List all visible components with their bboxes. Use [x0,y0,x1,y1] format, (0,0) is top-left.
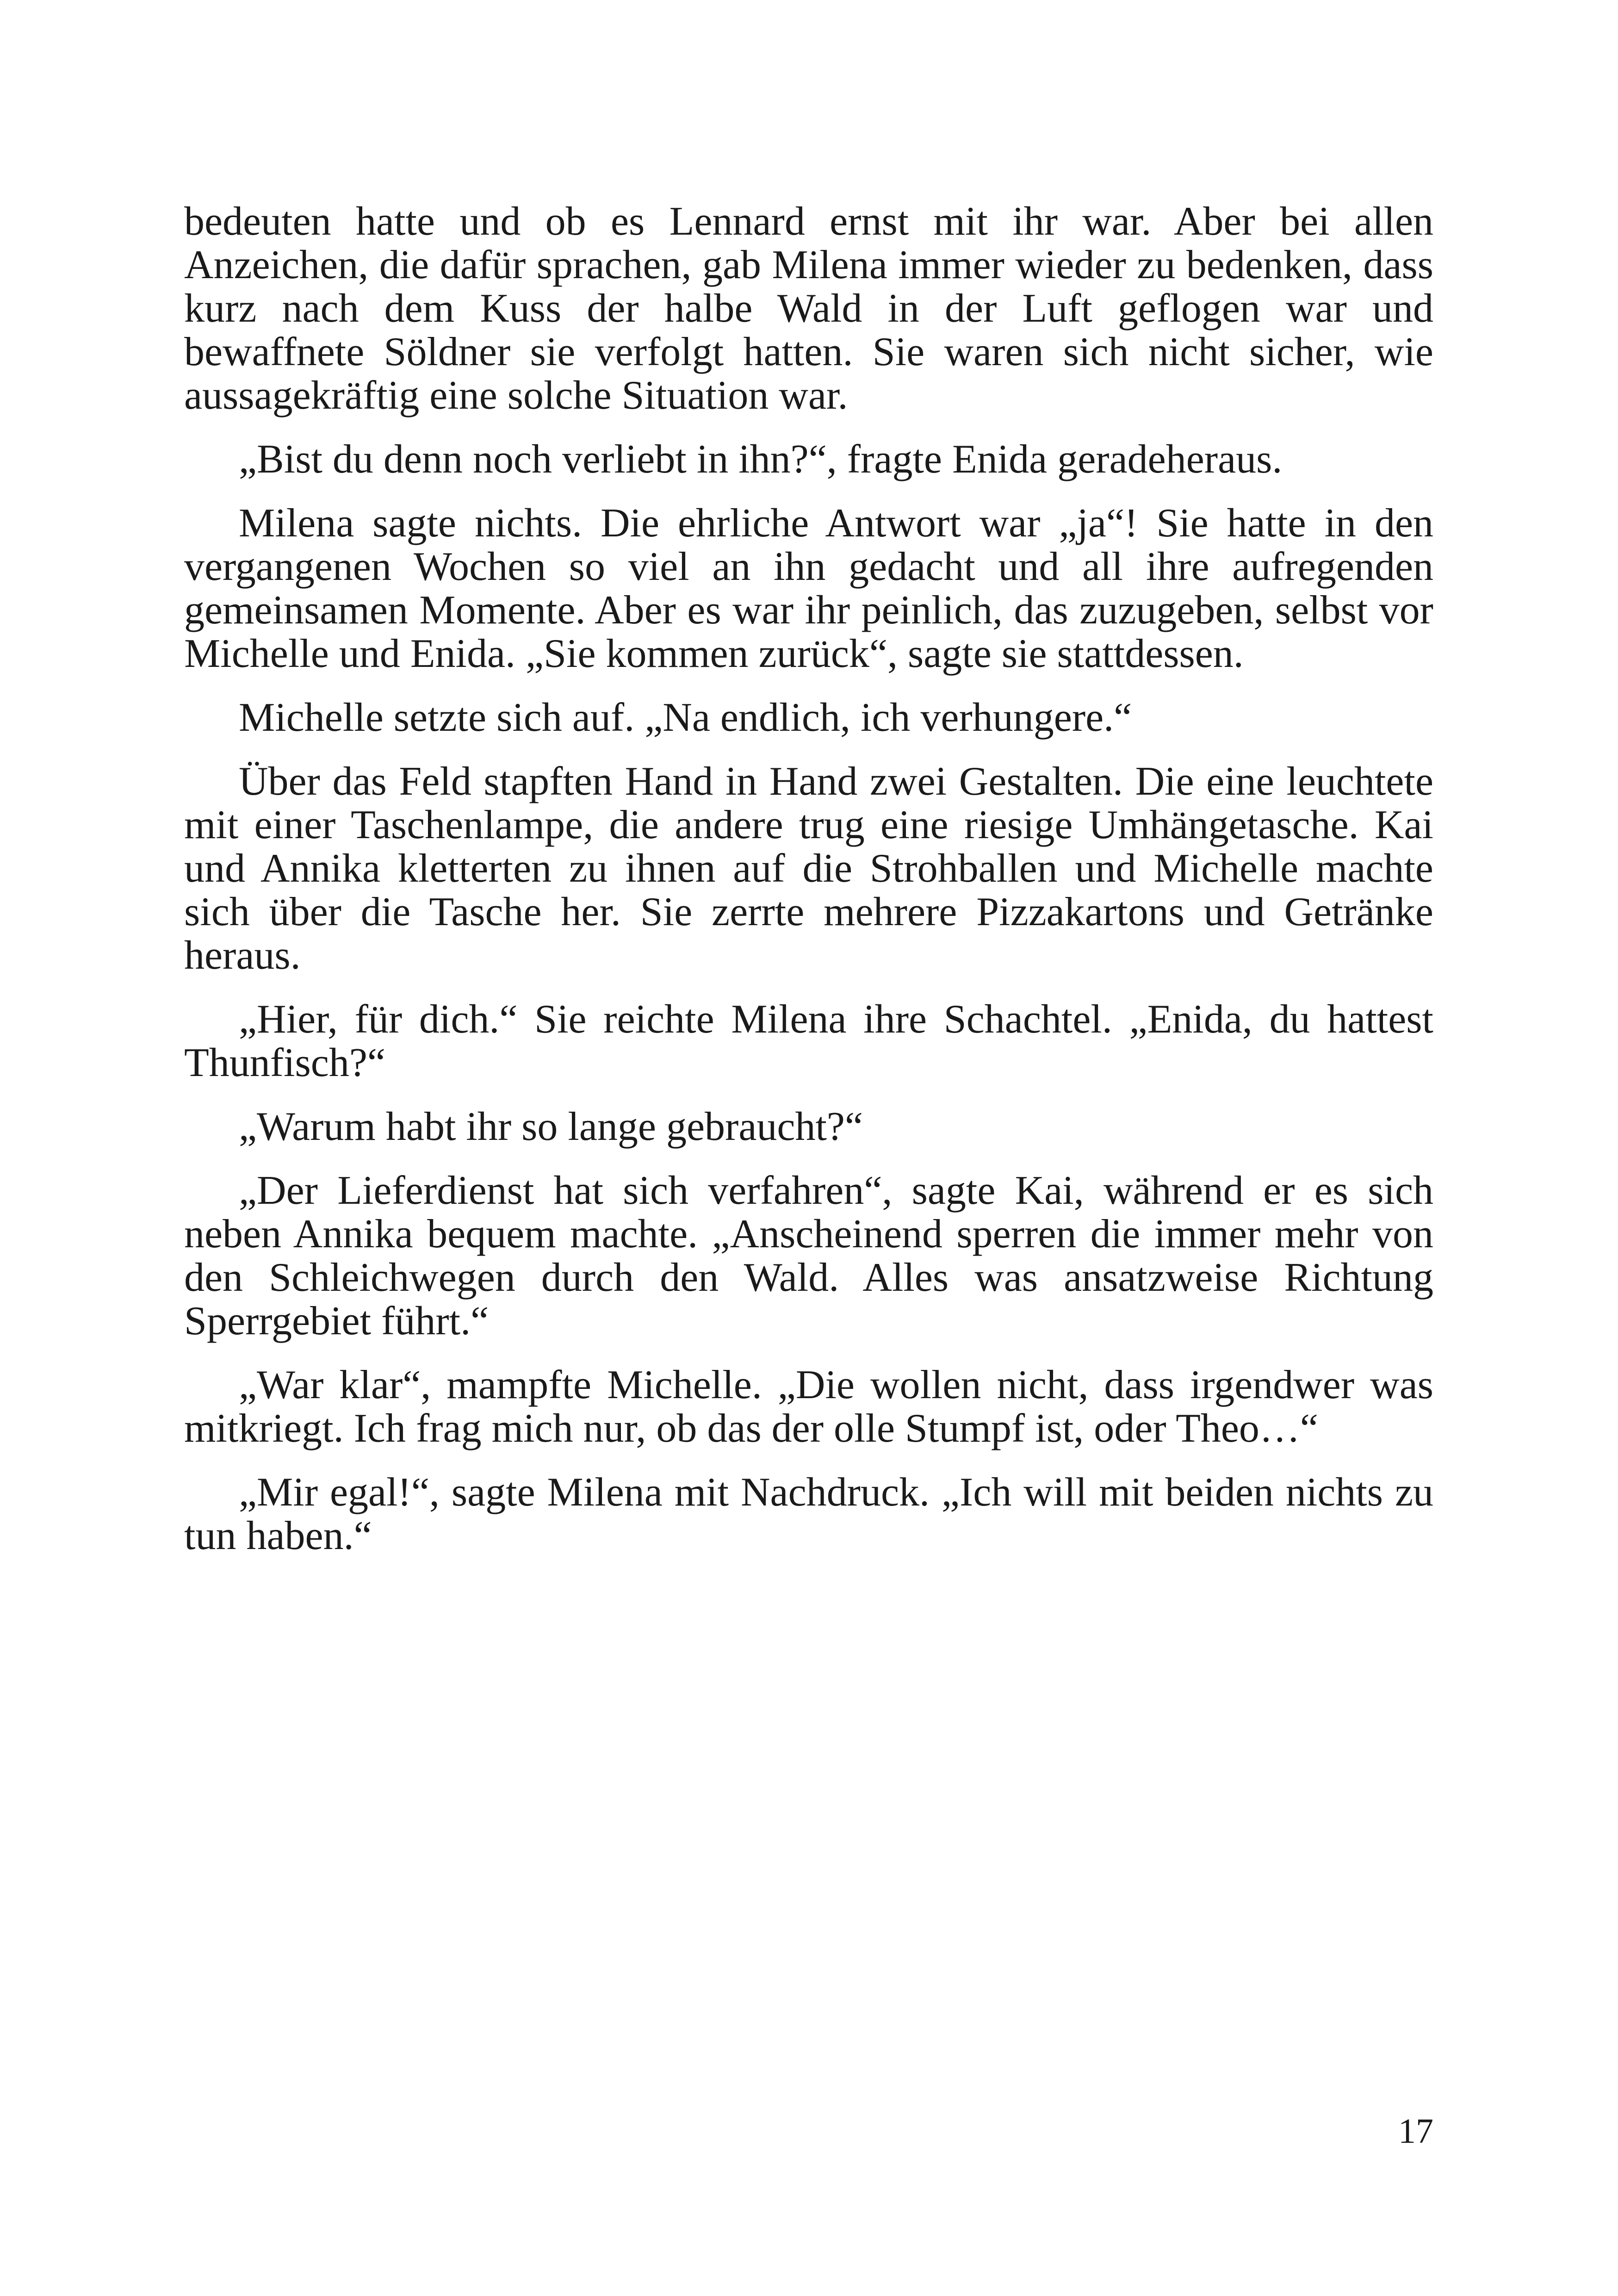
paragraph: Milena sagte nichts. Die ehrliche Antwort war „ja“! Sie hatte in den vergangenen Wochen so viel an ihn gedacht und all ihre aufregenden gemeinsamen Momente. Aber es war ihr peinlich, das zuzugeben, selbst vor Michelle und Enida. „Sie kommen zurück“, sagte sie stattdessen. [184,501,1433,676]
paragraph: „Hier, für dich.“ Sie reichte Milena ihre Schachtel. „Enida, du hattest Thunfisch?“ [184,997,1433,1085]
paragraph: „Der Lieferdienst hat sich verfahren“, sagte Kai, während er es sich neben Annika bequem machte. „Anscheinend sperren die immer mehr von den Schleichwegen durch den Wald. Alles was ansatzweise Richtung Sperrgebiet führt.“ [184,1168,1433,1344]
page-number: 17 [1398,2112,1433,2151]
paragraph: „War klar“, mampfte Michelle. „Die wollen nicht, dass irgendwer was mitkriegt. Ich frag mich nur, ob das der olle Stumpf ist, oder Theo…“ [184,1363,1433,1451]
paragraph: Über das Feld stapften Hand in Hand zwei Gestalten. Die eine leuchtete mit einer Taschenlampe, die andere trug eine riesige Umhängetasche. Kai und Annika kletterten zu ihnen auf die Strohballen und Michelle machte sich über die Tasche her. Sie zerrte mehrere Pizzakartons und Getränke heraus. [184,759,1433,978]
paragraph: „Mir egal!“, sagte Milena mit Nachdruck. „Ich will mit beiden nichts zu tun haben.“ [184,1470,1433,1558]
paragraph: „Warum habt ihr so lange gebraucht?“ [239,1104,863,1149]
paragraph: „Bist du denn noch verliebt in ihn?“, fragte Enida geradeheraus. [239,437,1283,482]
paragraph: Michelle setzte sich auf. „Na endlich, ich verhungere.“ [239,695,1132,740]
body-text [184,200,1433,1578]
paragraph: bedeuten hatte und ob es Lennard ernst mit ihr war. Aber bei allen Anzeichen, die dafür sprachen, gab Milena immer wieder zu bedenken, dass kurz nach dem Kuss der halbe Wald in der Luft geflogen war und bewaffnete Söldner sie verfolgt hatten. Sie waren sich nicht sicher, wie aussagekräftig eine solche Situation war. [184,199,1433,418]
